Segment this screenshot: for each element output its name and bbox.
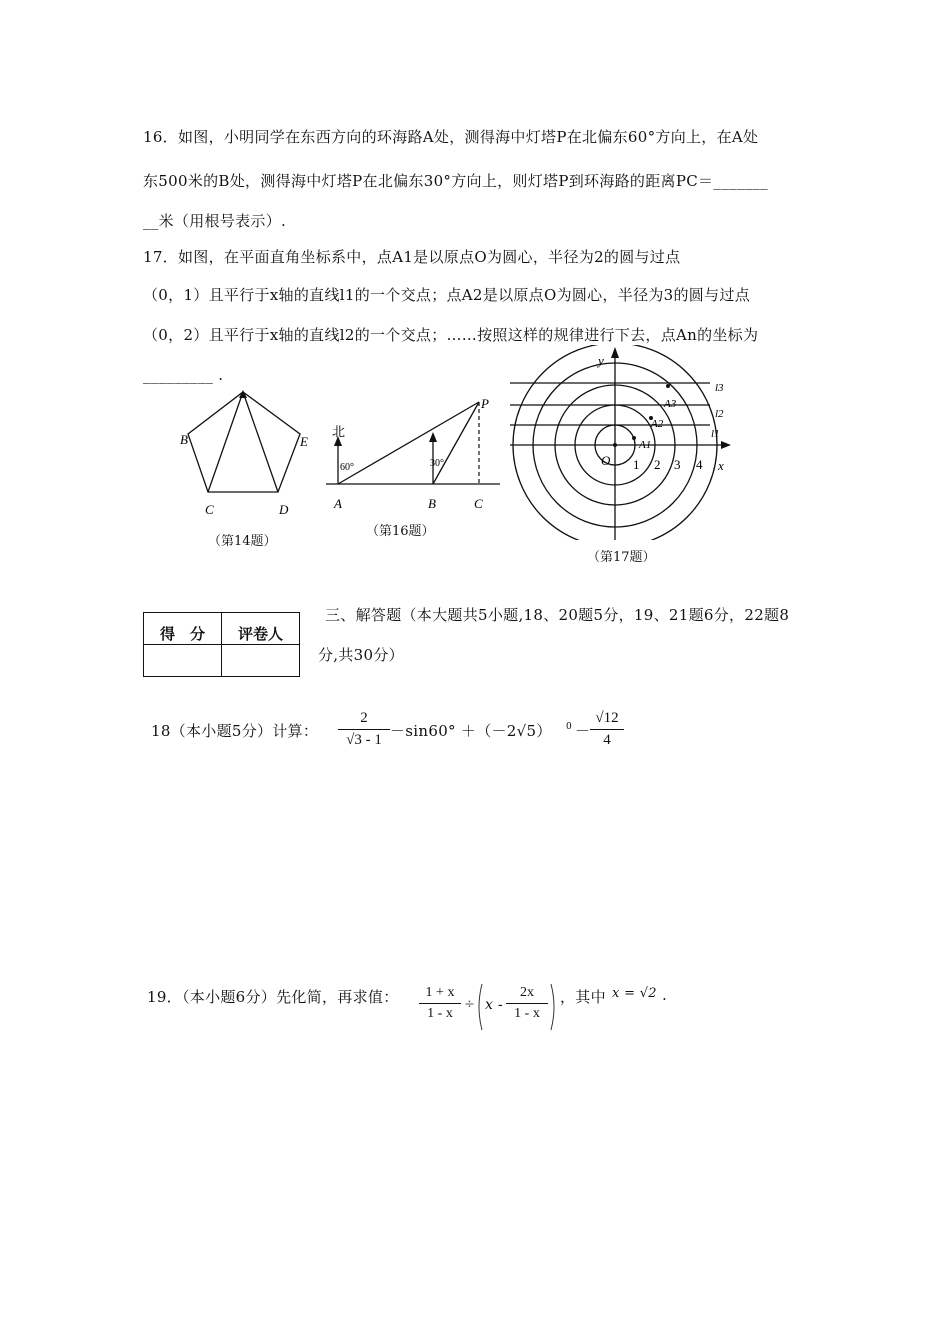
line-ap xyxy=(338,402,479,484)
pentagon-outline xyxy=(188,392,300,492)
label-c: C xyxy=(205,502,214,517)
q19-frac2-num: 2x xyxy=(520,985,534,1000)
grader-cell[interactable] xyxy=(222,645,300,677)
q17-line3: （0，2）且平行于x轴的直线l2的一个交点；……按照这样的规律进行下去，点An的坐标为 xyxy=(143,326,759,344)
q16-line3: __米（用根号表示）. xyxy=(143,212,287,230)
label-a3: A3 xyxy=(664,398,677,410)
axis-x-label: x xyxy=(718,458,724,473)
label-c16: C xyxy=(474,496,483,511)
tick-1: 1 xyxy=(633,457,640,472)
label-d: D xyxy=(279,502,289,517)
pentagon-diagonal-ad xyxy=(243,392,278,492)
q19-divide: ÷ xyxy=(464,997,476,1012)
figure-17 xyxy=(505,345,745,540)
q18-frac2-den: 4 xyxy=(603,732,611,748)
axis-y-label: y xyxy=(598,353,604,368)
q18-minus: － xyxy=(575,722,591,740)
score-cell[interactable] xyxy=(144,645,222,677)
angle-60: 60° xyxy=(340,462,354,473)
q19-condition: x = √2 xyxy=(612,986,657,1001)
label-p: P xyxy=(481,396,489,411)
tick-3: 3 xyxy=(674,457,681,472)
q19-frac1-num: 1 + x xyxy=(425,985,455,1000)
tick-2: 2 xyxy=(654,457,661,472)
q18-fraction-1 xyxy=(338,710,390,749)
label-e: E xyxy=(300,434,308,449)
q19-left-paren xyxy=(474,982,484,1032)
q16-line2: 东500米的B处，测得海中灯塔P在北偏东30°方向上，则灯塔P到环海路的距离PC＝_______ xyxy=(143,172,768,190)
tick-4: 4 xyxy=(696,457,703,472)
label-l2: l2 xyxy=(715,408,724,420)
q19-inner-x: x - xyxy=(485,997,503,1013)
label-b: B xyxy=(180,432,188,447)
label-l3: l3 xyxy=(715,382,724,394)
q17-line2: （0，1）且平行于x轴的直线l1的一个交点；点A2是以原点O为圆心，半径为3的圆与过点 xyxy=(143,286,751,304)
label-a2: A2 xyxy=(651,418,664,430)
q19-frac2-den: 1 - x xyxy=(514,1006,540,1021)
angle-30: 30° xyxy=(430,458,444,469)
label-a: A xyxy=(334,496,342,511)
origin-label: O xyxy=(601,453,611,468)
pentagon-diagonal-ac xyxy=(208,392,243,492)
q19-prefix: 19．（本小题6分）先化简，再求值： xyxy=(147,988,399,1006)
q18-middle: －sin60° ＋（－2√5） xyxy=(390,722,552,740)
q17-line4: _________ . xyxy=(143,366,224,384)
score-table xyxy=(143,612,300,677)
q18-fraction-2 xyxy=(590,710,624,749)
q18-frac1-den: √3 - 1 xyxy=(346,732,382,748)
q16-line1: 16．如图，小明同学在东西方向的环海路A处，测得海中灯塔P在北偏东60°方向上，在A处 xyxy=(143,128,759,146)
q18-frac1-num: 2 xyxy=(360,710,368,726)
score-header: 得 分 xyxy=(144,613,222,645)
fig16-caption: （第16题） xyxy=(366,524,435,539)
fig17-caption: （第17题） xyxy=(587,550,656,565)
figure-14 xyxy=(170,380,320,520)
x-axis-arrow xyxy=(721,441,731,449)
label-b16: B xyxy=(428,496,436,511)
q19-right-paren xyxy=(549,982,559,1032)
point-a1 xyxy=(632,436,636,440)
fig14-caption: （第14题） xyxy=(208,534,277,549)
grader-header: 评卷人 xyxy=(222,613,300,645)
north-label: 北 xyxy=(332,424,346,439)
section3-line2: 分,共30分） xyxy=(318,646,404,664)
q18-prefix: 18（本小题5分）计算： xyxy=(151,722,319,740)
label-l1: l1 xyxy=(711,428,720,440)
q18-frac2-num: √12 xyxy=(595,710,619,726)
section3-line1: 三、解答题（本大题共5小题,18、20题5分，19、21题6分，22题8 xyxy=(325,606,790,624)
q19-end: . xyxy=(662,986,668,1004)
q19-suffix: ，其中 xyxy=(560,988,606,1006)
q19-frac1-den: 1 - x xyxy=(427,1006,453,1021)
north-arrow-b xyxy=(429,432,437,442)
q19-fraction-1 xyxy=(419,985,461,1022)
figure-16 xyxy=(322,390,507,520)
origin-dot xyxy=(613,443,617,447)
line-bp xyxy=(433,402,479,484)
point-a3 xyxy=(666,384,670,388)
q17-line1: 17．如图，在平面直角坐标系中，点A1是以原点O为圆心，半径为2的圆与过点 xyxy=(143,248,681,266)
label-a1: A1 xyxy=(639,439,652,451)
y-axis-arrow xyxy=(611,347,619,358)
q18-power: 0 xyxy=(566,722,573,732)
q19-fraction-2 xyxy=(506,985,548,1022)
